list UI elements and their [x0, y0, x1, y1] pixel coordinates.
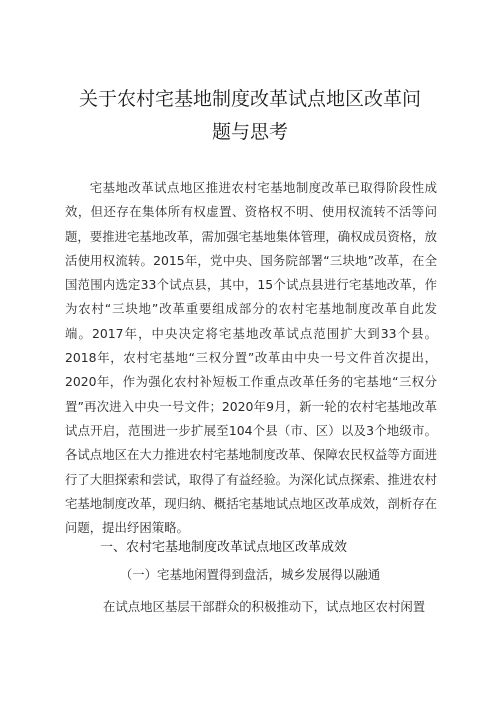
body-paragraph-start: 在试点地区基层干部群众的积极推动下，试点地区农村闲置	[103, 599, 426, 614]
intro-paragraph: 宅基地改革试点地区推进农村宅基地制度改革已取得阶段性成效，但还存在集体所有权虚置、资格权不明、使用权流转不活等问题，要推进宅基地改革，需加强宅基地集体管理，确权成员资格，放活使用权流转。2015年，党中央、国务院部署“三块地”改革，在全国范围内选定33个试点县，其中，15个试点县进行宅基地改革，作为农村“三块地”改革重要组成部分的农村宅基地制度改革自此发端。2017年，中央决定将宅基地改革试点范围扩大到33个县。2018年，农村宅基地“三权分置”改革由中央一号文件首次提出，2020年，作为强化农村补短板工作重点改革任务的宅基地“三权分置”再次进入中央一号文件；2020年9月，新一轮的农村宅基地改革试点开启，范围进一步扩展至104个县（市、区）以及3个地级市。各试点地区在大力推进农村宅基地制度改革、保障农民权益等方面进行了大胆探索和尝试，取得了有益经验。为深化试点探索、推进农村宅基地制度改革，现归纳、概括宅基地试点地区改革成效，剖析存在问题，提出纾困策略。	[65, 180, 437, 536]
document-title-line-2: 题与思考	[211, 121, 288, 143]
section-heading: 一、农村宅基地制度改革试点地区改革成效	[100, 540, 348, 555]
subsection-heading: （一）宅基地闲置得到盘活，城乡发展得以融通	[119, 567, 381, 582]
document-title-line-1: 关于农村宅基地制度改革试点地区改革问	[78, 88, 421, 110]
